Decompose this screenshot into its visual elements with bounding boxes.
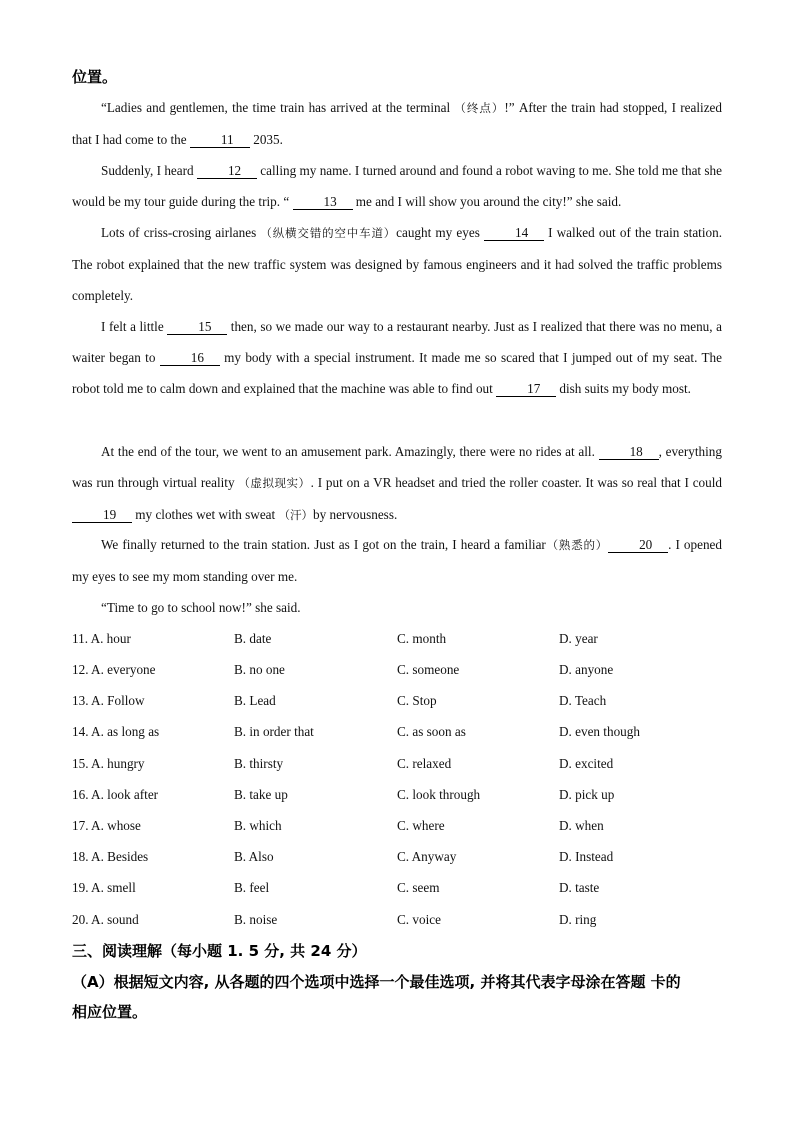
blank-18: 18: [599, 445, 659, 460]
passage-paragraph-3: Lots of criss-crosing airlanes （纵横交错的空中车道）caught my eyes 14 I walked out of the train station. The robot explained that the new traffic system was designed by famous engineers and it had solved the traffic problems completely.: [72, 225, 722, 304]
passage-paragraph-2: Suddenly, I heard 12 calling my name. I turned around and found a robot waving to me. She told me that she would be my tour guide during the trip. “ 13 me and I will show you around the city!” she said.: [72, 163, 723, 210]
option-d: D. even though: [559, 724, 640, 739]
option-b: B. noise: [234, 912, 278, 927]
blank-14: 14: [484, 226, 544, 241]
option-c: C. seem: [397, 880, 440, 895]
section-3-title: 三、阅读理解（每小题 1. 5 分, 共 24 分）: [72, 942, 367, 960]
blank-11: 11: [190, 133, 250, 148]
option-c: C. voice: [397, 912, 441, 927]
option-a: 11. A. hour: [72, 631, 131, 646]
option-d: D. pick up: [559, 787, 615, 802]
option-c: C. someone: [397, 662, 460, 677]
option-a: 15. A. hungry: [72, 756, 145, 771]
passage-paragraph-7: “Time to go to school now!” she said.: [101, 600, 301, 615]
passage-paragraph-4: I felt a little 15 then, so we made our way to a restaurant nearby. Just as I realized that there was no menu, a waiter began to 16 my body with a special instrument. It made me so scared that I jumped out of my seat. The robot told me to calm down and explained that the machine was able to find out 17 dish suits my body most.: [72, 319, 722, 397]
blank-16: 16: [160, 351, 220, 366]
option-c: C. where: [397, 818, 445, 833]
option-c: C. Stop: [397, 693, 437, 708]
option-d: D. ring: [559, 912, 597, 927]
option-d: D. year: [559, 631, 598, 646]
option-b: B. Lead: [234, 693, 276, 708]
option-c: C. month: [397, 631, 447, 646]
option-b: B. date: [234, 631, 272, 646]
section-3-instruction-continued: 相应位置。: [72, 1003, 148, 1021]
option-a: 14. A. as long as: [72, 724, 160, 739]
option-b: B. no one: [234, 662, 285, 677]
passage-paragraph-5: At the end of the tour, we went to an amusement park. Amazingly, there were no rides at all. 18 , everything was run through virtual reality （虚拟现实）. I put on a VR headset and tried the roller coaster. It was so real that I could 19 my clothes wet with sweat （汗）by nervousness.: [72, 444, 723, 523]
option-b: B. in order that: [234, 724, 314, 739]
option-c: C. look through: [397, 787, 481, 802]
option-c: C. relaxed: [397, 756, 452, 771]
option-a: 12. A. everyone: [72, 662, 156, 677]
blank-12: 12: [197, 164, 257, 179]
option-b: B. which: [234, 818, 282, 833]
option-a: 13. A. Follow: [72, 693, 145, 708]
blank-13: 13: [293, 195, 353, 210]
option-b: B. take up: [234, 787, 288, 802]
blank-19: 19: [72, 508, 132, 523]
option-d: D. Teach: [559, 693, 607, 708]
blank-17: 17: [496, 382, 556, 397]
section-3-instruction: （A）根据短文内容, 从各题的四个选项中选择一个最佳选项, 并将其代表字母涂在答题 卡的: [72, 973, 681, 991]
option-c: C. as soon as: [397, 724, 466, 739]
passage-paragraph-1: “Ladies and gentlemen, the time train has arrived at the terminal （终点）!” After the train had stopped, I realized that I had come to the 11 2035.: [72, 100, 723, 148]
blank-20: 20: [608, 538, 668, 553]
blank-15: 15: [167, 320, 227, 335]
option-c: C. Anyway: [397, 849, 457, 864]
option-d: D. when: [559, 818, 604, 833]
option-a: 20. A. sound: [72, 912, 139, 927]
option-d: D. taste: [559, 880, 600, 895]
top-heading: 位置。: [72, 68, 118, 86]
option-a: 19. A. smell: [72, 880, 136, 895]
passage-paragraph-6: We finally returned to the train station. Just as I got on the train, I heard a familiar（熟悉的） 20 . I opened my eyes to see my mom standing over me.: [72, 537, 723, 585]
option-a: 16. A. look after: [72, 787, 159, 802]
option-b: B. feel: [234, 880, 270, 895]
option-d: D. Instead: [559, 849, 614, 864]
option-d: D. anyone: [559, 662, 614, 677]
option-a: 18. A. Besides: [72, 849, 149, 864]
option-b: B. Also: [234, 849, 274, 864]
option-b: B. thirsty: [234, 756, 284, 771]
option-a: 17. A. whose: [72, 818, 141, 833]
option-d: D. excited: [559, 756, 614, 771]
